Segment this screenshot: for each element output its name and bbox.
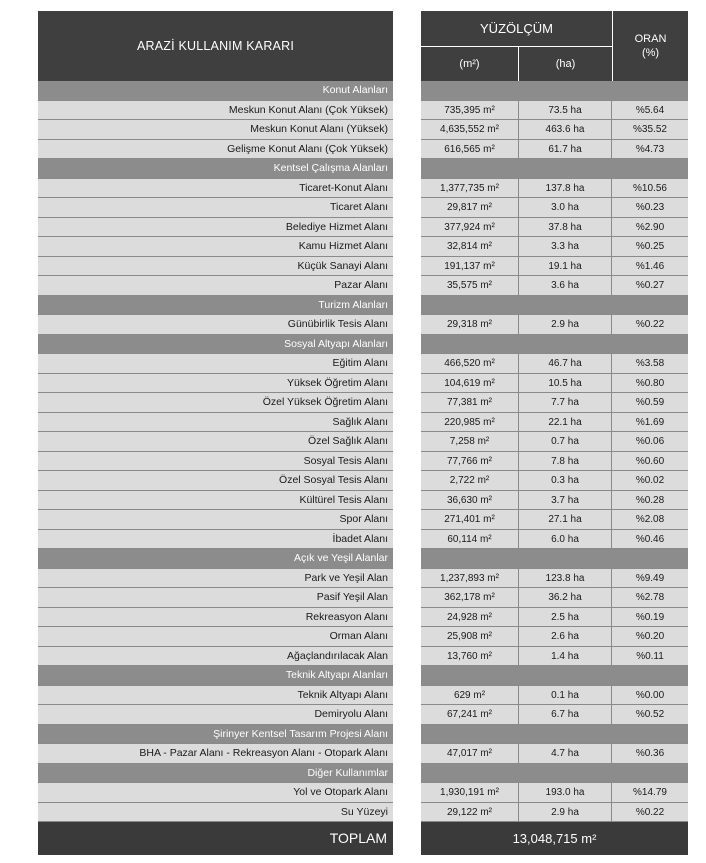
area-m2-cell: 616,565 m² xyxy=(421,140,519,159)
table-row xyxy=(38,257,688,277)
table-row xyxy=(38,588,688,608)
area-m2-cell: 47,017 m² xyxy=(421,744,519,763)
area-m2-cell: 32,814 m² xyxy=(421,237,519,256)
area-ha-cell: 37.8 ha xyxy=(519,218,612,237)
value-cells xyxy=(421,354,688,374)
ratio-cell: %2.90 xyxy=(635,221,665,233)
land-use-name: İbadet Alanı xyxy=(38,530,393,550)
area-m2-cell: 1,930,191 m² xyxy=(421,783,519,802)
category-label: Kentsel Çalışma Alanları xyxy=(38,159,393,179)
area-m2-cell: 271,401 m² xyxy=(421,510,519,529)
table-row xyxy=(38,705,688,725)
area-ha-cell: 27.1 ha xyxy=(519,510,612,529)
area-m2-cell: 7,258 m² xyxy=(421,432,519,451)
area-ha-cell: 4.7 ha xyxy=(519,744,612,763)
unit-ha-header: (ha) xyxy=(519,47,612,81)
ratio-cell: %0.80 xyxy=(635,377,665,389)
table-row xyxy=(38,179,688,199)
table-row xyxy=(38,413,688,433)
category-row xyxy=(38,725,688,745)
value-cells xyxy=(421,257,688,277)
table-row xyxy=(38,393,688,413)
land-use-name: Yol ve Otopark Alanı xyxy=(38,783,393,803)
land-use-name: Sosyal Tesis Alanı xyxy=(38,452,393,472)
area-ha-cell: 46.7 ha xyxy=(519,354,612,373)
table-row xyxy=(38,354,688,374)
table-row xyxy=(38,783,688,803)
land-use-name: Ticaret Alanı xyxy=(38,198,393,218)
land-use-name: Su Yüzeyi xyxy=(38,803,393,823)
value-cells xyxy=(421,101,688,121)
area-ha-cell: 7.8 ha xyxy=(519,452,612,471)
category-row xyxy=(38,764,688,784)
area-ha-cell: 6.0 ha xyxy=(519,530,612,549)
unit-m2-header: (m²) xyxy=(421,47,519,81)
table-row xyxy=(38,510,688,530)
area-m2-cell: 4,635,552 m² xyxy=(421,120,519,139)
ratio-cell: %0.20 xyxy=(635,631,665,642)
ratio-cell: %14.79 xyxy=(633,787,667,798)
ratio-cell: %0.22 xyxy=(635,319,665,330)
table-row xyxy=(38,218,688,238)
area-ha-cell: 3.3 ha xyxy=(519,237,612,256)
table-row xyxy=(38,608,688,628)
ratio-cell: %5.64 xyxy=(635,104,665,116)
category-row xyxy=(38,81,688,101)
table-row xyxy=(38,569,688,589)
value-cells xyxy=(421,237,688,257)
table-row xyxy=(38,627,688,647)
table-row xyxy=(38,120,688,140)
area-ha-cell: 0.7 ha xyxy=(519,432,612,451)
value-cells xyxy=(421,783,688,803)
ratio-cell: %0.22 xyxy=(635,806,665,818)
area-m2-cell: 2,722 m² xyxy=(421,471,519,490)
category-row xyxy=(38,549,688,569)
value-cells xyxy=(421,647,688,667)
category-fill xyxy=(421,159,688,179)
area-m2-cell: 1,377,735 m² xyxy=(421,179,519,198)
ratio-cell: %0.06 xyxy=(635,436,665,447)
table-row xyxy=(38,237,688,257)
table-row xyxy=(38,744,688,764)
land-use-name: Özel Sağlık Alanı xyxy=(38,432,393,452)
area-ha-cell: 123.8 ha xyxy=(519,569,612,588)
land-use-name: Gelişme Konut Alanı (Çok Yüksek) xyxy=(38,140,393,160)
category-row xyxy=(38,159,688,179)
category-fill xyxy=(421,335,688,355)
value-cells xyxy=(421,510,688,530)
area-m2-cell: 104,619 m² xyxy=(421,374,519,393)
ratio-cell: %9.49 xyxy=(635,572,665,584)
area-ha-cell: 3.6 ha xyxy=(519,276,612,295)
ratio-cell: %0.60 xyxy=(635,455,665,467)
category-label: Açık ve Yeşil Alanlar xyxy=(38,549,393,569)
land-use-name: Özel Sosyal Tesis Alanı xyxy=(38,471,393,491)
table-row xyxy=(38,803,688,823)
value-cells xyxy=(421,452,688,472)
value-cells xyxy=(421,393,688,413)
area-ha-cell: 36.2 ha xyxy=(519,588,612,607)
area-m2-cell: 60,114 m² xyxy=(421,530,519,549)
area-m2-cell: 35,575 m² xyxy=(421,276,519,295)
category-label: Sosyal Altyapı Alanları xyxy=(38,335,393,355)
value-cells xyxy=(421,218,688,238)
ratio-cell: %0.28 xyxy=(635,494,665,506)
category-label: Turizm Alanları xyxy=(38,296,393,316)
land-use-name: Teknik Altyapı Alanı xyxy=(38,686,393,706)
value-cells xyxy=(421,569,688,589)
land-use-name: Sağlık Alanı xyxy=(38,413,393,433)
area-m2-cell: 29,817 m² xyxy=(421,198,519,217)
ratio-cell: %1.69 xyxy=(635,416,665,428)
value-cells xyxy=(421,588,688,608)
value-cells xyxy=(421,608,688,628)
value-cells xyxy=(421,276,688,296)
value-cells xyxy=(421,627,688,647)
area-m2-cell: 220,985 m² xyxy=(421,413,519,432)
ratio-cell: %0.36 xyxy=(635,748,665,759)
area-m2-cell: 24,928 m² xyxy=(421,608,519,627)
ratio-cell: %10.56 xyxy=(633,182,667,194)
area-ha-cell: 0.3 ha xyxy=(519,471,612,490)
ratio-cell: %35.52 xyxy=(633,124,667,135)
ratio-cell: %3.58 xyxy=(635,358,665,369)
land-use-name: Demiryolu Alanı xyxy=(38,705,393,725)
area-m2-cell: 377,924 m² xyxy=(421,218,519,237)
land-use-name: Pazar Alanı xyxy=(38,276,393,296)
area-ha-cell: 463.6 ha xyxy=(519,120,612,139)
land-use-name: Ticaret-Konut Alanı xyxy=(38,179,393,199)
area-ha-cell: 193.0 ha xyxy=(519,783,612,802)
area-header: YÜZÖLÇÜM xyxy=(421,11,612,47)
table-row xyxy=(38,198,688,218)
ratio-unit: (%) xyxy=(641,47,660,59)
value-cells xyxy=(421,315,688,335)
land-use-name: Rekreasyon Alanı xyxy=(38,608,393,628)
ratio-cell: %0.25 xyxy=(635,241,665,252)
land-use-header: ARAZİ KULLANIM KARARI xyxy=(38,11,393,81)
ratio-cell: %2.08 xyxy=(635,514,665,525)
area-m2-cell: 29,318 m² xyxy=(421,315,519,334)
table-row xyxy=(38,686,688,706)
area-m2-cell: 25,908 m² xyxy=(421,627,519,646)
category-fill xyxy=(421,296,688,316)
value-cells xyxy=(421,374,688,394)
table-row xyxy=(38,491,688,511)
area-ha-cell: 7.7 ha xyxy=(519,393,612,412)
total-label: TOPLAM xyxy=(38,822,393,855)
land-use-name: Kamu Hizmet Alanı xyxy=(38,237,393,257)
category-fill xyxy=(421,81,688,101)
land-use-name: Günübirlik Tesis Alanı xyxy=(38,315,393,335)
land-use-name: Meskun Konut Alanı (Yüksek) xyxy=(38,120,393,140)
area-ha-cell: 2.6 ha xyxy=(519,627,612,646)
area-ha-cell: 3.7 ha xyxy=(519,491,612,510)
area-ha-cell: 2.5 ha xyxy=(519,608,612,627)
land-use-name: Küçük Sanayi Alanı xyxy=(38,257,393,277)
table-row xyxy=(38,432,688,452)
land-use-name: Özel Yüksek Öğretim Alanı xyxy=(38,393,393,413)
area-header-group xyxy=(421,11,688,81)
ratio-cell: %0.00 xyxy=(635,689,665,701)
area-ha-cell: 137.8 ha xyxy=(519,179,612,198)
ratio-cell: %0.46 xyxy=(635,533,665,545)
category-row xyxy=(38,296,688,316)
ratio-cell: %0.11 xyxy=(636,650,664,662)
value-cells xyxy=(421,198,688,218)
area-ha-cell: 1.4 ha xyxy=(519,647,612,666)
category-label: Konut Alanları xyxy=(38,81,393,101)
land-use-name: BHA - Pazar Alanı - Rekreasyon Alanı - Otopark Alanı xyxy=(38,744,393,764)
total-row xyxy=(38,822,688,855)
table-row xyxy=(38,471,688,491)
land-use-name: Spor Alanı xyxy=(38,510,393,530)
land-use-name: Kültürel Tesis Alanı xyxy=(38,491,393,511)
value-cells xyxy=(421,140,688,160)
ratio-cell: %4.73 xyxy=(635,143,665,155)
category-fill xyxy=(421,764,688,784)
table-row xyxy=(38,276,688,296)
ratio-cell: %0.02 xyxy=(635,475,665,486)
area-m2-cell: 29,122 m² xyxy=(421,803,519,822)
total-value: 13,048,715 m² xyxy=(421,822,688,855)
category-row xyxy=(38,666,688,686)
land-use-name: Belediye Hizmet Alanı xyxy=(38,218,393,238)
value-cells xyxy=(421,179,688,199)
category-fill xyxy=(421,725,688,745)
table-row xyxy=(38,140,688,160)
area-ha-cell: 19.1 ha xyxy=(519,257,612,276)
value-cells xyxy=(421,413,688,433)
table-row xyxy=(38,374,688,394)
table-row xyxy=(38,452,688,472)
ratio-title: ORAN xyxy=(634,33,667,45)
value-cells xyxy=(421,491,688,511)
area-ha-cell: 73.5 ha xyxy=(519,101,612,120)
land-use-table xyxy=(38,11,688,855)
area-m2-cell: 362,178 m² xyxy=(421,588,519,607)
value-cells xyxy=(421,803,688,823)
category-fill xyxy=(421,666,688,686)
ratio-cell: %0.23 xyxy=(635,202,665,213)
area-ha-cell: 10.5 ha xyxy=(519,374,612,393)
area-m2-cell: 466,520 m² xyxy=(421,354,519,373)
area-m2-cell: 36,630 m² xyxy=(421,491,519,510)
category-row xyxy=(38,335,688,355)
ratio-header xyxy=(612,11,688,81)
table-row xyxy=(38,530,688,550)
area-ha-cell: 3.0 ha xyxy=(519,198,612,217)
land-use-name: Eğitim Alanı xyxy=(38,354,393,374)
area-ha-cell: 2.9 ha xyxy=(519,803,612,822)
category-fill xyxy=(421,549,688,569)
area-m2-cell: 67,241 m² xyxy=(421,705,519,724)
category-label: Şirinyer Kentsel Tasarım Projesi Alanı xyxy=(38,725,393,745)
table-row xyxy=(38,101,688,121)
table-row xyxy=(38,647,688,667)
ratio-cell: %0.27 xyxy=(635,280,665,291)
land-use-name: Yüksek Öğretim Alanı xyxy=(38,374,393,394)
value-cells xyxy=(421,432,688,452)
area-ha-cell: 22.1 ha xyxy=(519,413,612,432)
area-m2-cell: 191,137 m² xyxy=(421,257,519,276)
table-header xyxy=(38,11,688,81)
area-ha-cell: 61.7 ha xyxy=(519,140,612,159)
value-cells xyxy=(421,120,688,140)
value-cells xyxy=(421,744,688,764)
value-cells xyxy=(421,471,688,491)
category-label: Diğer Kullanımlar xyxy=(38,764,393,784)
area-ha-cell: 2.9 ha xyxy=(519,315,612,334)
land-use-name: Park ve Yeşil Alan xyxy=(38,569,393,589)
area-m2-cell: 77,766 m² xyxy=(421,452,519,471)
area-m2-cell: 1,237,893 m² xyxy=(421,569,519,588)
table-body xyxy=(38,81,688,822)
area-ha-cell: 0.1 ha xyxy=(519,686,612,705)
ratio-cell: %1.46 xyxy=(635,260,665,272)
land-use-name: Pasif Yeşil Alan xyxy=(38,588,393,608)
ratio-cell: %2.78 xyxy=(635,592,665,603)
area-m2-cell: 13,760 m² xyxy=(421,647,519,666)
area-m2-cell: 629 m² xyxy=(421,686,519,705)
value-cells xyxy=(421,705,688,725)
land-use-name: Ağaçlandırılacak Alan xyxy=(38,647,393,667)
table-row xyxy=(38,315,688,335)
land-use-name: Meskun Konut Alanı (Çok Yüksek) xyxy=(38,101,393,121)
ratio-cell: %0.59 xyxy=(635,397,665,408)
value-cells xyxy=(421,686,688,706)
land-use-name: Orman Alanı xyxy=(38,627,393,647)
area-ha-cell: 6.7 ha xyxy=(519,705,612,724)
value-cells xyxy=(421,530,688,550)
category-label: Teknik Altyapı Alanları xyxy=(38,666,393,686)
ratio-cell: %0.19 xyxy=(635,611,665,623)
ratio-cell: %0.52 xyxy=(635,709,665,720)
area-m2-cell: 735,395 m² xyxy=(421,101,519,120)
area-m2-cell: 77,381 m² xyxy=(421,393,519,412)
